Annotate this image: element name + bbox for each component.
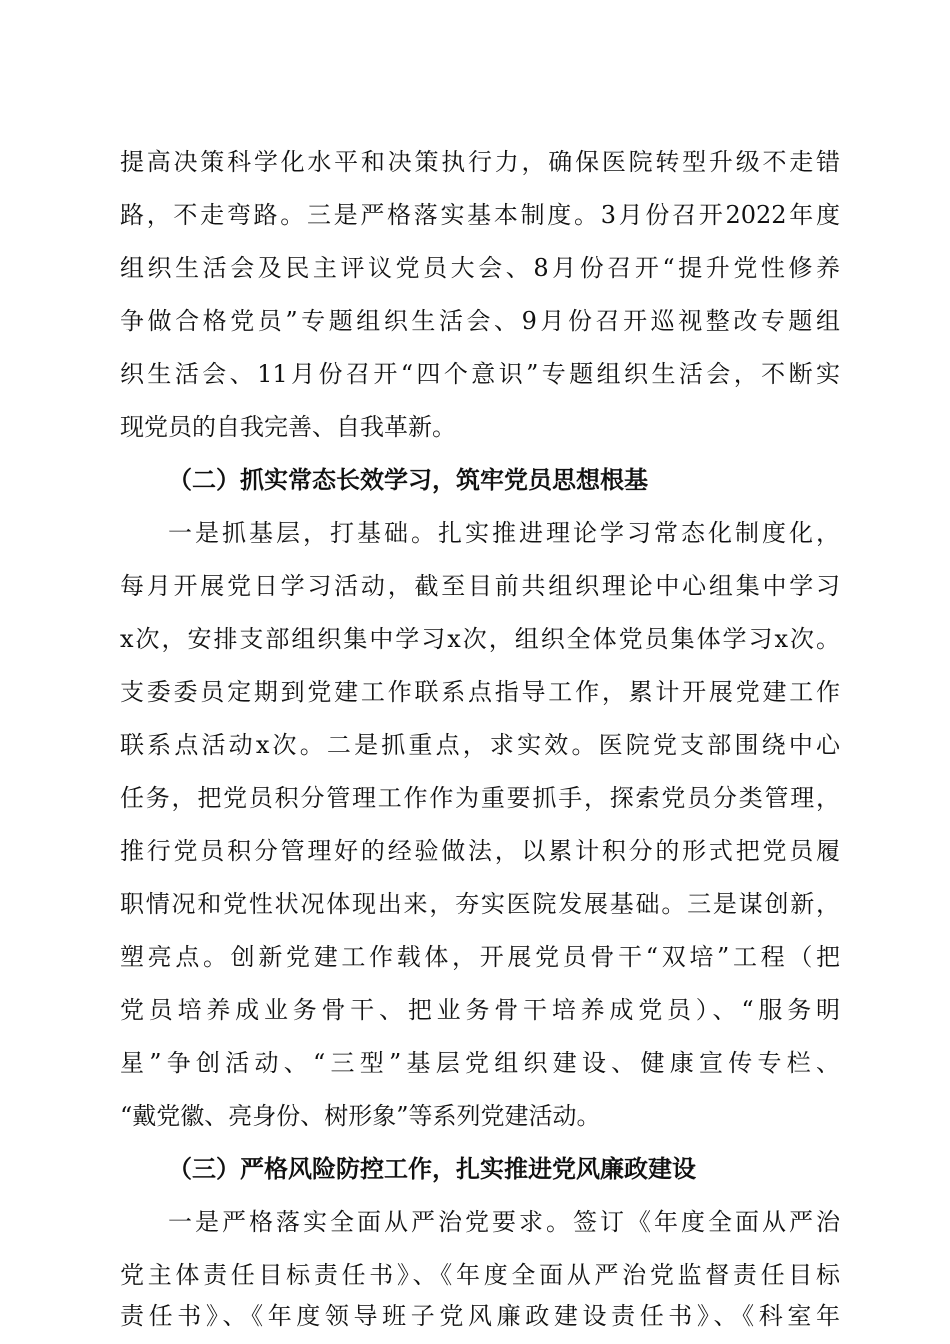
paragraph-2-line-6: 任务，把党员积分管理工作作为重要抓手，探索党员分类管理， xyxy=(120,784,840,812)
paragraph-1-line-4: 争做合格党员”专题组织生活会、9月份召开巡视整改专题组 xyxy=(120,307,840,335)
paragraph-1-line-1: 提高决策科学化水平和决策执行力，确保医院转型升级不走错 xyxy=(120,148,840,176)
paragraph-1-line-6: 现党员的自我完善、自我革新。 xyxy=(120,413,456,441)
paragraph-1-line-5: 织生活会、11月份召开“四个意识”专题组织生活会，不断实 xyxy=(120,360,840,388)
paragraph-2-line-3: x次，安排支部组织集中学习x次，组织全体党员集体学习x次。 xyxy=(120,625,840,653)
paragraph-1-line-3: 组织生活会及民主评议党员大会、8月份召开“提升党性修养 xyxy=(120,254,840,282)
paragraph-2-line-12: “戴党徽、亮身份、树形象”等系列党建活动。 xyxy=(120,1102,601,1130)
paragraph-2-line-2: 每月开展党日学习活动，截至目前共组织理论中心组集中学习 xyxy=(120,572,840,600)
paragraph-3-line-1: 一是严格落实全面从严治党要求。签订《年度全面从严治 xyxy=(168,1208,840,1236)
section-heading-2: （二）抓实常态长效学习，筑牢党员思想根基 xyxy=(168,465,648,494)
paragraph-2-line-11: 星”争创活动、“三型”基层党组织建设、健康宣传专栏、 xyxy=(120,1049,840,1077)
paragraph-2-line-1: 一是抓基层，打基础。扎实推进理论学习常态化制度化， xyxy=(168,519,840,547)
paragraph-2-line-10: 党员培养成业务骨干、把业务骨干培养成党员）、“服务明 xyxy=(120,996,840,1024)
paragraph-2-line-5: 联系点活动x次。二是抓重点，求实效。医院党支部围绕中心 xyxy=(120,731,840,759)
paragraph-3-line-2: 党主体责任目标责任书》、《年度全面从严治党监督责任目标 xyxy=(120,1261,840,1289)
paragraph-2-line-8: 职情况和党性状况体现出来，夯实医院发展基础。三是谋创新， xyxy=(120,890,840,918)
paragraph-2-line-9: 塑亮点。创新党建工作载体，开展党员骨干“双培”工程（把 xyxy=(120,943,840,971)
paragraph-1-line-2: 路，不走弯路。三是严格落实基本制度。3月份召开2022年度 xyxy=(120,201,840,229)
paragraph-2-line-7: 推行党员积分管理好的经验做法，以累计积分的形式把党员履 xyxy=(120,837,840,865)
paragraph-2-line-4: 支委委员定期到党建工作联系点指导工作，累计开展党建工作 xyxy=(120,678,840,706)
paragraph-3-line-3: 责任书》、《年度领导班子党风廉政建设责任书》、《科室年 xyxy=(120,1302,840,1330)
section-heading-3: （三）严格风险防控工作，扎实推进党风廉政建设 xyxy=(168,1154,696,1183)
